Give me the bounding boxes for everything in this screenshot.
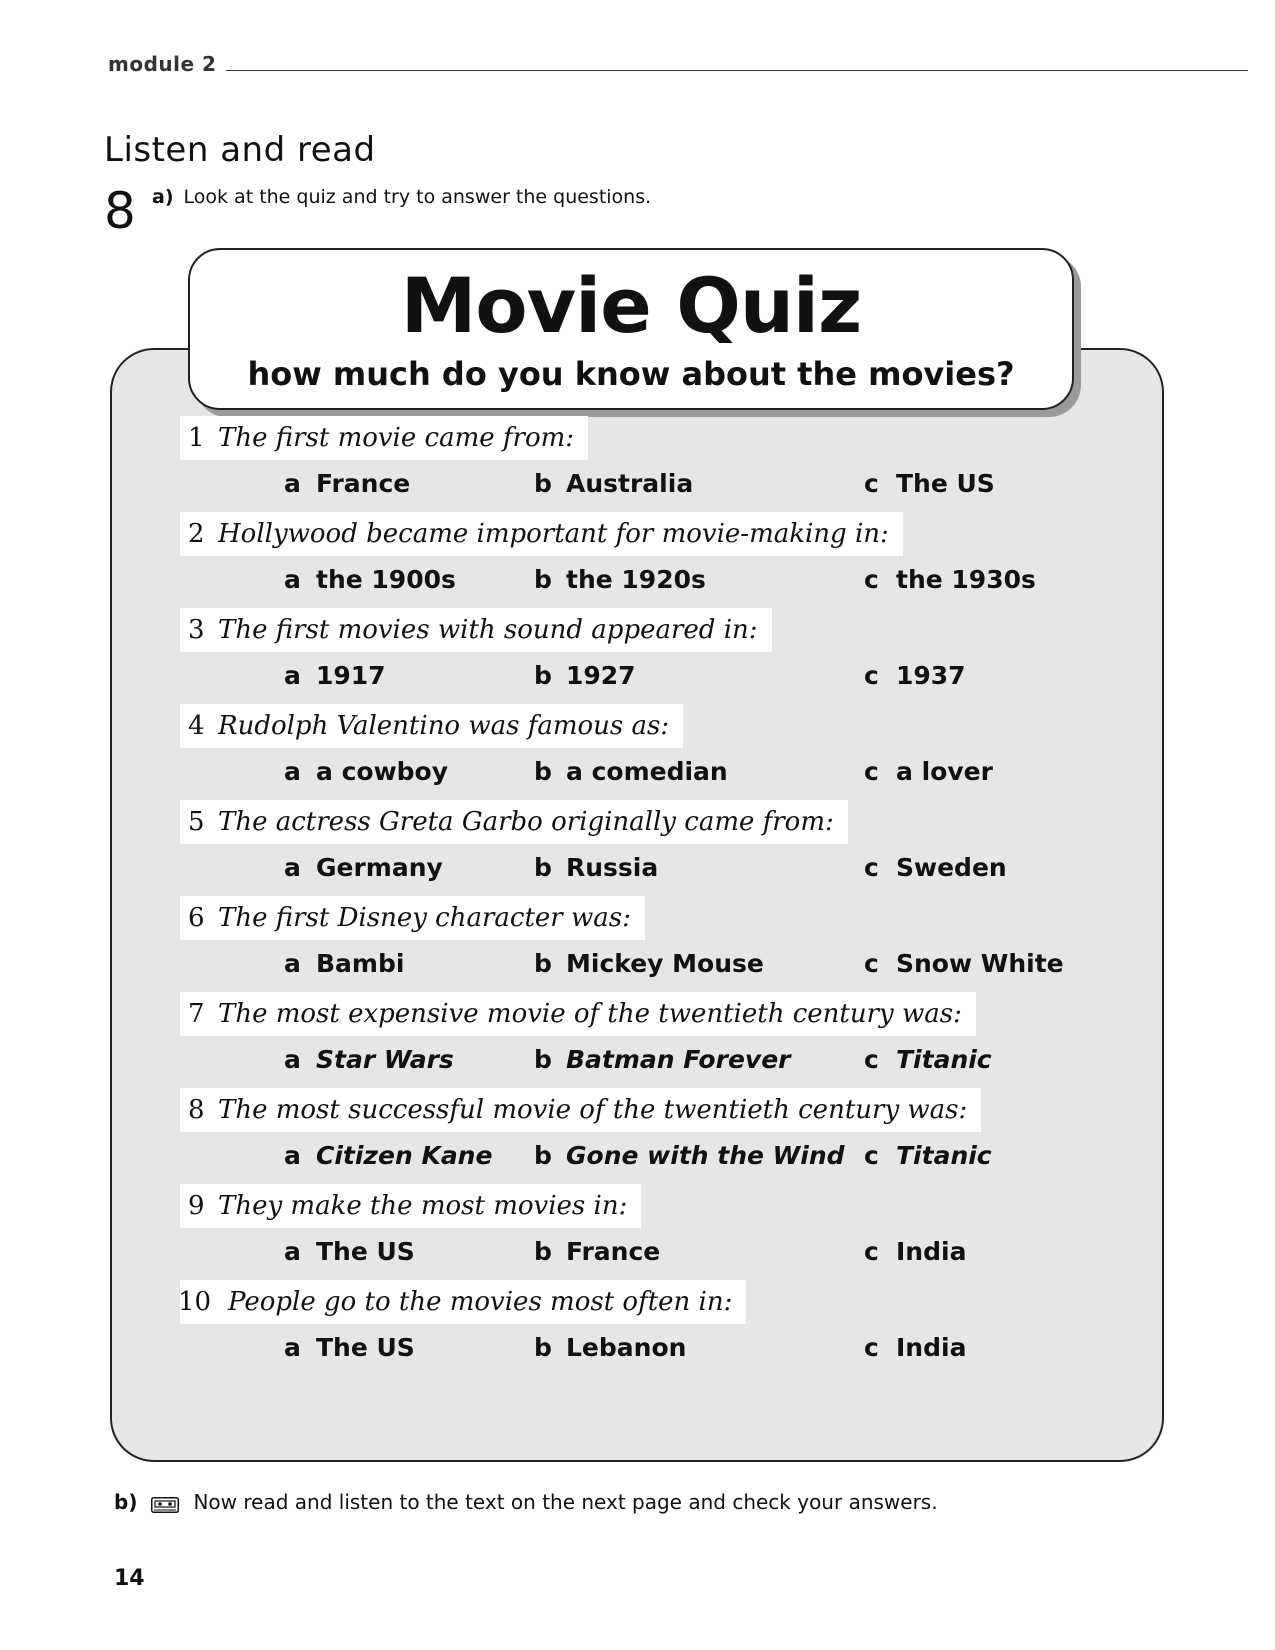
option-a: a The US xyxy=(284,1333,415,1362)
question-prompt xyxy=(180,1088,981,1132)
quiz-question xyxy=(180,704,1150,792)
question-text: The first Disney character was: xyxy=(218,903,631,933)
header-rule xyxy=(226,70,1248,71)
option-a: a Citizen Kane xyxy=(284,1141,493,1170)
question-number: 3 xyxy=(188,615,205,645)
option-a: a The US xyxy=(284,1237,415,1266)
option-b: b France xyxy=(534,1237,661,1266)
option-b: b 1927 xyxy=(534,661,636,690)
quiz-question xyxy=(180,416,1150,504)
question-text: Hollywood became important for movie-making in: xyxy=(218,519,889,549)
question-number: 6 xyxy=(188,903,205,933)
question-number: 8 xyxy=(188,1095,205,1125)
quiz-question xyxy=(180,992,1150,1080)
question-number: 7 xyxy=(188,999,205,1029)
option-a: a 1917 xyxy=(284,661,386,690)
cassette-icon xyxy=(151,1494,179,1510)
answer-options xyxy=(180,944,1150,984)
option-a: a France xyxy=(284,469,411,498)
question-text: The most successful movie of the twentieth century was: xyxy=(218,1095,968,1125)
answer-options xyxy=(180,752,1150,792)
option-c: c 1937 xyxy=(864,661,966,690)
quiz-banner xyxy=(188,248,1074,410)
question-prompt xyxy=(180,416,588,460)
answer-options xyxy=(180,656,1150,696)
option-c: c India xyxy=(864,1237,967,1266)
instruction-a-label: a) xyxy=(152,186,174,208)
option-c: c the 1930s xyxy=(864,565,1036,594)
option-a: a a cowboy xyxy=(284,757,449,786)
question-prompt xyxy=(180,512,903,556)
answer-options xyxy=(180,1136,1150,1176)
question-prompt xyxy=(180,704,683,748)
answer-options xyxy=(180,1328,1150,1368)
question-text: The first movies with sound appeared in: xyxy=(218,615,758,645)
question-text: The first movie came from: xyxy=(218,423,575,453)
question-prompt xyxy=(180,992,976,1036)
question-number: 5 xyxy=(188,807,205,837)
module-header xyxy=(108,50,1248,78)
option-a: a the 1900s xyxy=(284,565,456,594)
question-prompt xyxy=(180,800,848,844)
option-b: b Lebanon xyxy=(534,1333,687,1362)
quiz-question xyxy=(180,1088,1150,1176)
section-title: Listen and read xyxy=(104,130,376,170)
question-text: They make the most movies in: xyxy=(218,1191,628,1221)
option-c: c a lover xyxy=(864,757,993,786)
instruction-b xyxy=(114,1490,938,1514)
quiz-title: Movie Quiz xyxy=(400,261,862,350)
question-prompt xyxy=(180,896,645,940)
question-text: Rudolph Valentino was famous as: xyxy=(218,711,670,741)
question-number: 2 xyxy=(188,519,205,549)
quiz-question xyxy=(180,608,1150,696)
answer-options xyxy=(180,464,1150,504)
instruction-a-text: Look at the quiz and try to answer the questions. xyxy=(183,186,652,208)
option-b: b a comedian xyxy=(534,757,728,786)
question-number: 10 xyxy=(178,1287,212,1317)
option-c: c India xyxy=(864,1333,967,1362)
answer-options xyxy=(180,1232,1150,1272)
quiz-question xyxy=(180,512,1150,600)
instruction-a xyxy=(152,186,651,208)
question-number: 4 xyxy=(188,711,205,741)
question-prompt xyxy=(180,1280,746,1324)
instruction-b-text: Now read and listen to the text on the next page and check your answers. xyxy=(193,1490,938,1514)
option-b: b Gone with the Wind xyxy=(534,1141,845,1170)
option-a: a Germany xyxy=(284,853,443,882)
answer-options xyxy=(180,1040,1150,1080)
option-b: b Batman Forever xyxy=(534,1045,791,1074)
question-text: The most expensive movie of the twentieth century was: xyxy=(218,999,962,1029)
option-b: b Mickey Mouse xyxy=(534,949,764,978)
instruction-b-label: b) xyxy=(114,1490,138,1514)
option-b: b Russia xyxy=(534,853,659,882)
answer-options xyxy=(180,560,1150,600)
option-c: c Titanic xyxy=(864,1045,992,1074)
module-label: module 2 xyxy=(108,52,217,76)
question-prompt xyxy=(180,608,772,652)
option-c: c Sweden xyxy=(864,853,1007,882)
option-a: a Star Wars xyxy=(284,1045,454,1074)
option-c: c Titanic xyxy=(864,1141,992,1170)
quiz-question xyxy=(180,800,1150,888)
quiz-subtitle: how much do you know about the movies? xyxy=(247,355,1015,393)
question-text: The actress Greta Garbo originally came from: xyxy=(218,807,834,837)
quiz-question xyxy=(180,1184,1150,1272)
question-number: 1 xyxy=(188,423,205,453)
question-text: People go to the movies most often in: xyxy=(228,1287,733,1317)
question-prompt xyxy=(180,1184,641,1228)
question-number: 9 xyxy=(188,1191,205,1221)
quiz-question xyxy=(180,896,1150,984)
option-b: b Australia xyxy=(534,469,694,498)
exercise-number: 8 xyxy=(104,182,136,240)
option-a: a Bambi xyxy=(284,949,405,978)
page-number: 14 xyxy=(114,1566,145,1591)
answer-options xyxy=(180,848,1150,888)
option-c: c Snow White xyxy=(864,949,1064,978)
quiz-question xyxy=(180,1280,1150,1368)
option-c: c The US xyxy=(864,469,995,498)
option-b: b the 1920s xyxy=(534,565,706,594)
